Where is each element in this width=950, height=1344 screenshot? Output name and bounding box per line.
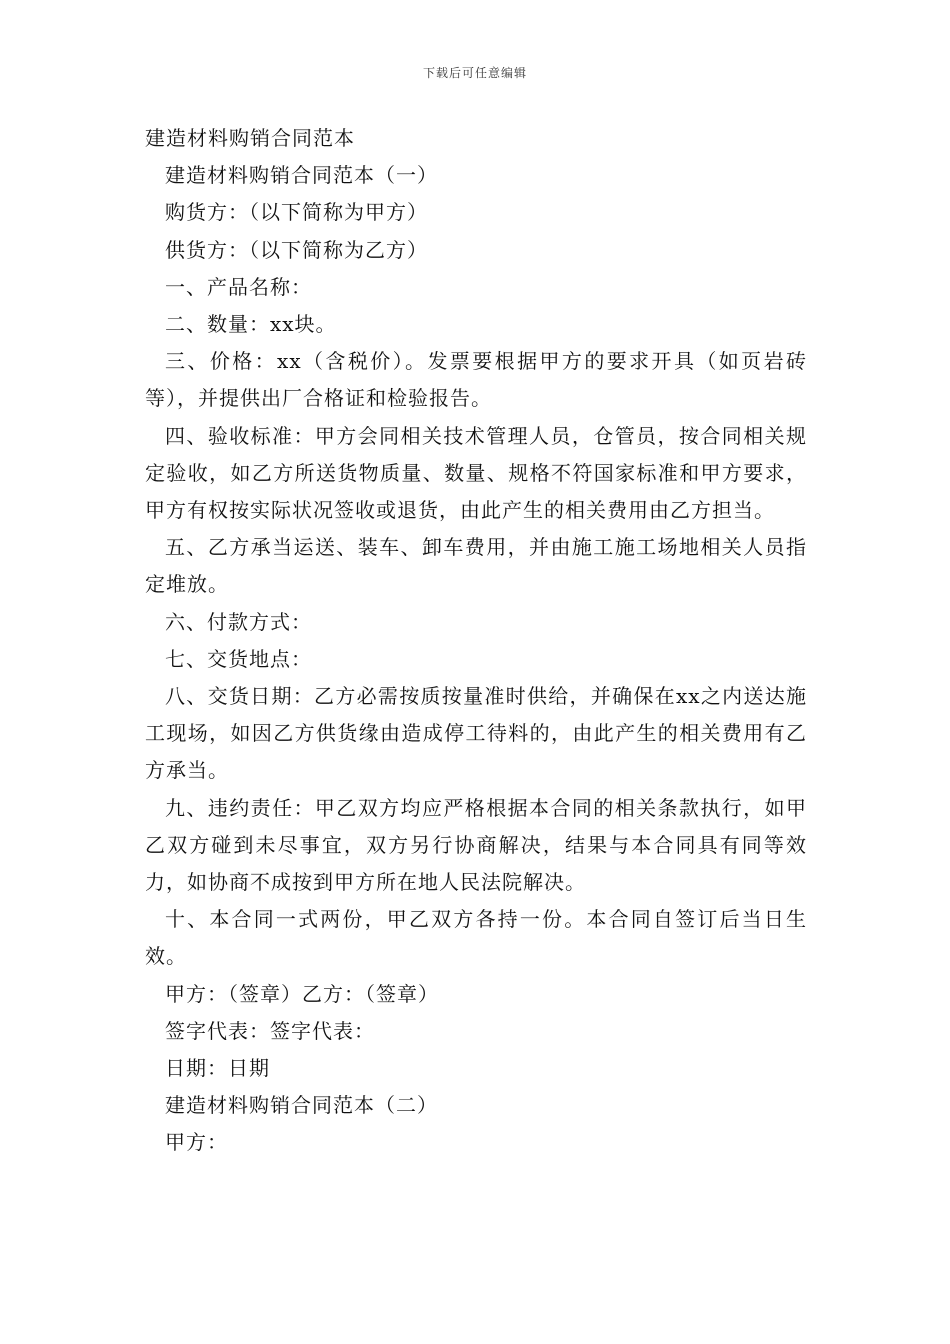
signature-line: 甲方：（签章）乙方：（签章）: [165, 981, 439, 1006]
clause-acceptance: 四、验收标准：甲方会同相关技术管理人员，仓管员，按合同相关规定验收，如乙方所送货物质量、数量、规格不符国家标准和甲方要求，甲方有权按实际状况签收或退货，由此产生的相关费用由乙方担当。: [145, 423, 807, 523]
clause-payment: 六、付款方式：: [165, 609, 312, 634]
clause-delivery-place: 七、交货地点：: [165, 646, 312, 671]
clause-delivery-date: 八、交货日期：乙方必需按质按量准时供给，并确保在xx之内送达施工现场，如因乙方供货缘由造成停工待料的，由此产生的相关费用有乙方承当。: [145, 684, 807, 783]
party-a-line: 甲方：: [165, 1130, 228, 1155]
page-header-note: 下载后可任意编辑: [422, 66, 527, 80]
clause-price: 三、价格：xx（含税价）。发票要根据甲方的要求开具（如页岩砖等），并提供出厂合格证和检验报告。: [145, 349, 807, 411]
clause-product-name: 一、产品名称：: [165, 274, 312, 299]
section-heading-2: 建造材料购销合同范本（二）: [165, 1093, 438, 1118]
buyer-line: 购货方：（以下简称为甲方）: [165, 200, 428, 225]
document-title: 建造材料购销合同范本: [145, 126, 355, 150]
clause-quantity: 二、数量：xx块。: [165, 312, 337, 337]
supplier-line: 供货方：（以下简称为乙方）: [165, 237, 428, 262]
clause-transport: 五、乙方承当运送、装车、卸车费用，并由施工施工场地相关人员指定堆放。: [145, 535, 807, 597]
clause-liability: 九、违约责任：甲乙双方均应严格根据本合同的相关条款执行，如甲乙双方碰到未尽事宜，双方另行协商解决，结果与本合同具有同等效力，如协商不成按到甲方所在地人民法院解决。: [145, 795, 807, 895]
representative-line: 签字代表：签字代表：: [165, 1018, 375, 1043]
clause-copies: 十、本合同一式两份，甲乙双方各持一份。本合同自签订后当日生效。: [145, 907, 807, 969]
document-body: [145, 120, 807, 1162]
section-heading-1: 建造材料购销合同范本（一）: [165, 163, 438, 188]
date-line: 日期：日期: [165, 1056, 270, 1081]
